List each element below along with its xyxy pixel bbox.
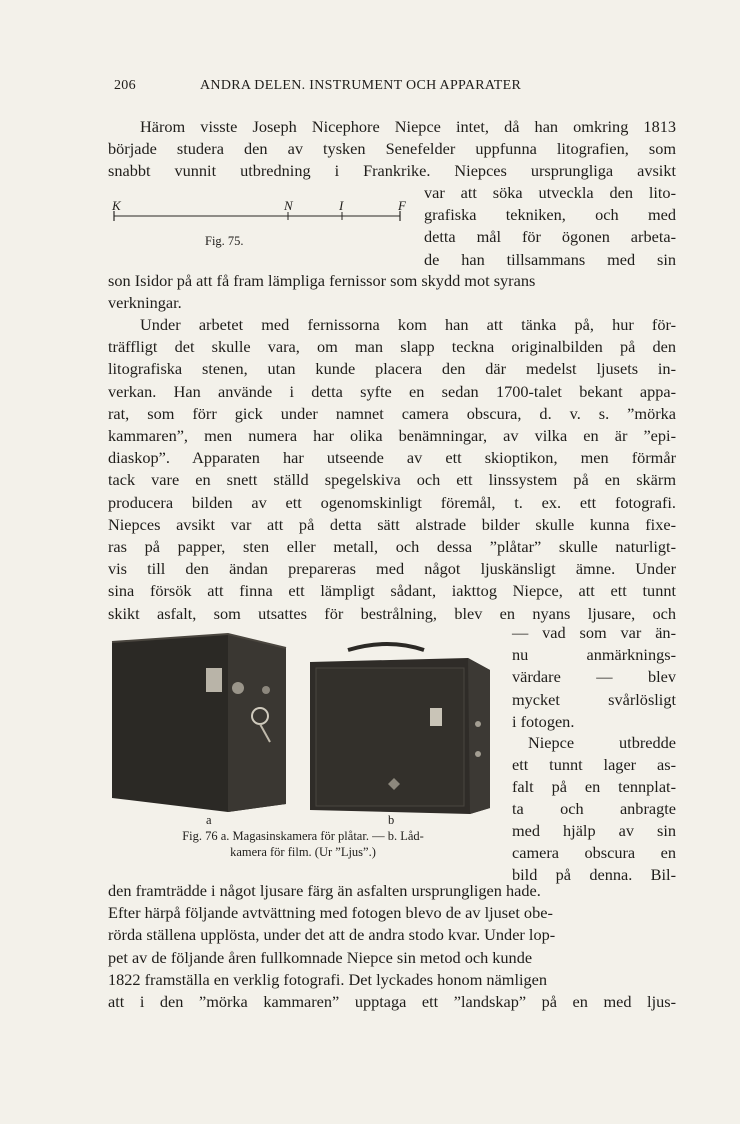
figure-76-caption: a b Fig. 76 a. Magasinskamera för plåtar. — b. Låd- kamera för film. (Ur ”Ljus”.)	[182, 813, 424, 859]
paragraph-3: den framträdde i något ljusare färg än asfalten ursprungligen hade. Efter härpå följande avtvättning med fotogen blevo de av ljuset obe- rörda ställena upplösta, under det att de andra stodo kvar. Under lop- pet av de följande åren fullkomnade Niepce sin metod och kunde 1822 framställa en verklig fotografi. Det lyckades honom nämligen att i den ”mörka kammaren” upptaga ett ”landskap” på en med ljus-	[108, 881, 676, 1012]
scale-label-i: I	[339, 198, 344, 213]
scale-label-n: N	[284, 198, 293, 213]
paragraph-2-right-column: — vad som var än- nu anmärknings- värdare — blev mycket svårlösligt i fotogen.	[512, 623, 676, 731]
paragraph-3-right-column: Niepce utbredde ett tunnt lager as- falt på en tennplat- ta och anbragte med hjälp av sin camera obscura en bild på denna. Bil-	[512, 733, 676, 884]
scale-label-f: F	[398, 198, 406, 213]
scale-label-k: K	[112, 198, 121, 213]
paragraph-2: Under arbetet med fernissorna kom han att tänka på, hur för- träffligt det skulle vara, om man slapp teckna originalbilden på den litografiska stenen, utan kunde placera den där medelst ljusets in- verkan. Han använde i detta syfte en sedan 1700-talet bekant appa- rat, som förr gick under namnet camera obscura, d. v. s. ”mörka kammaren”, men numera har olika benämningar, av vilka en är ”epi- diaskop”. Apparaten har utseende av ett skioptikon, men förmår tack vare en snett ställd spegelskiva och ett linssystem på en skärm producera bilden av ett ogenomskinligt föremål, t. ex. ett fotografi. Niepces avsikt var att på detta sätt alstrade bilder skulle kunna fixe- ras på papper, sten eller metall, och dessa ”plåtar” skulle naturligt- vis till den ändan prepareras med något ljuskänsligt ämne. Under sina försök att finna ett lämpligt sådant, iakttog Niepce, att ett tunnt skikt asfalt, som utsattes för bestrålning, blev en nyans ljusare, och	[108, 315, 676, 623]
paragraph-1-end: son Isidor på att få fram lämpliga fernissor som skydd mot syrans verkningar.	[108, 271, 536, 313]
running-title: ANDRA DELEN. INSTRUMENT OCH APPARATER	[200, 78, 522, 93]
paragraph-1-start: Härom visste Joseph Nicephore Niepce intet, då han omkring 1813 började studera den av tysken Senefelder uppfunna litografien, som snabbt vunnit utbredning i Frankrike. Niepces ursprungliga avsikt	[108, 117, 676, 181]
figure-76-label-b: b	[388, 813, 395, 827]
figure-76-label-a: a	[206, 813, 212, 827]
box-camera-drawing	[310, 644, 490, 814]
figure-75-caption: Fig. 75.	[205, 234, 244, 248]
figure-75-scale-diagram	[112, 198, 412, 268]
paragraph-1-right-column: var att söka utveckla den lito- grafiska tekniken, och med detta mål för ögonen arbeta- de han tillsammans med sin	[424, 183, 676, 269]
page-number: 206	[114, 78, 136, 93]
figure-76-camera-photo	[108, 628, 494, 818]
scale-line	[112, 206, 412, 236]
magazine-camera-drawing	[112, 634, 286, 812]
